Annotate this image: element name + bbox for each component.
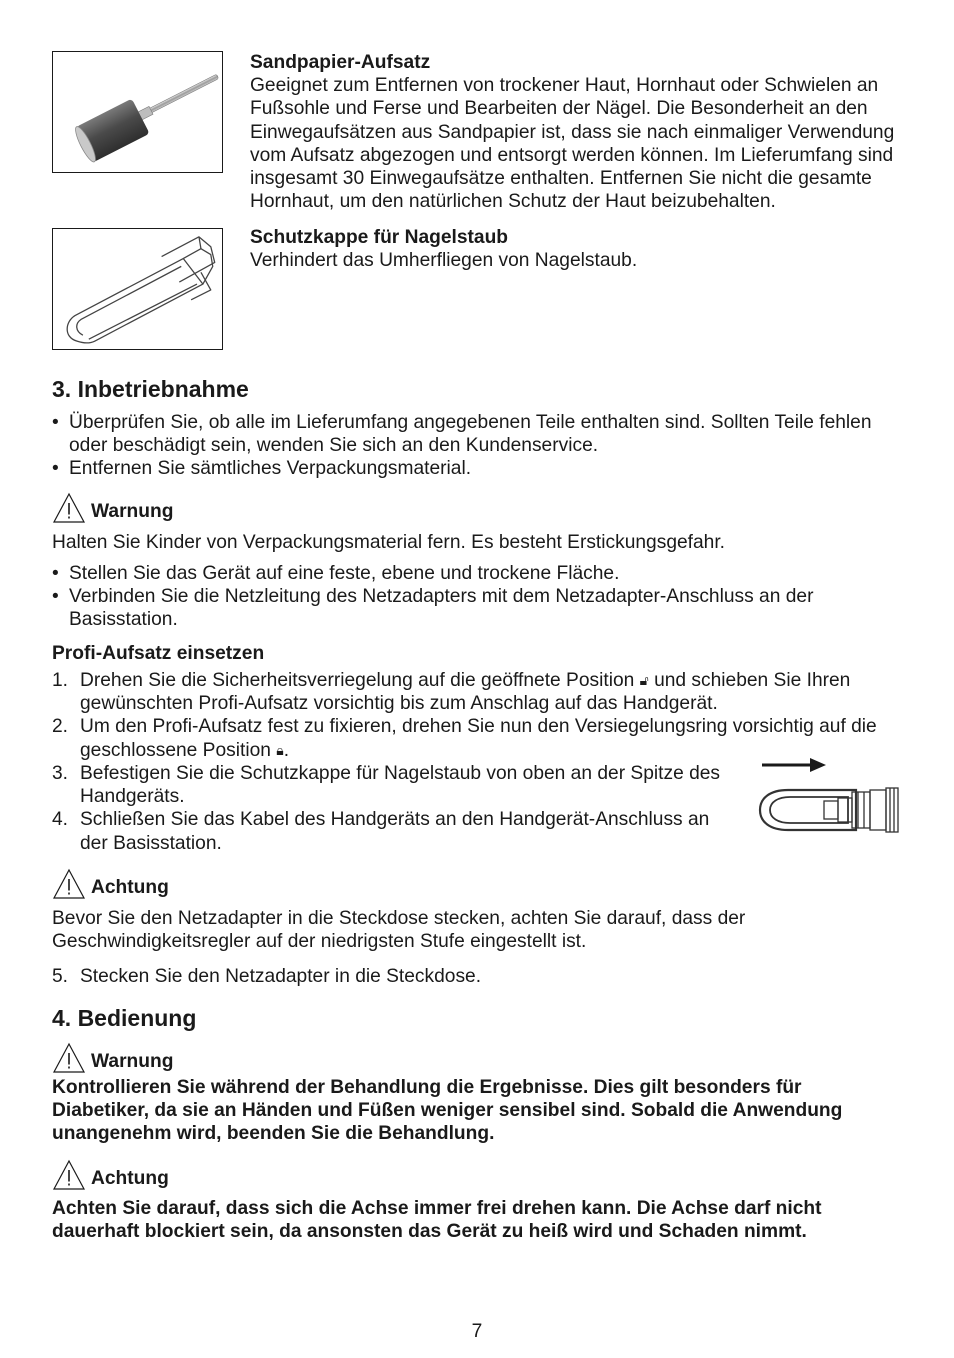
step-text: Befestigen Sie die Schutzkappe für Nagelstaub von oben an der Spitze des Handgeräts. <box>80 763 721 808</box>
list-item <box>52 762 742 808</box>
cap-attach-illustration <box>756 750 904 836</box>
page-number: 7 <box>471 1321 483 1342</box>
step-number: 3. <box>52 763 69 784</box>
list-item: • Verbinden Sie die Netzleitung des Netzadapters mit dem Netzadapter-Anschluss an der Basisstation. <box>52 585 902 631</box>
caution-label: Achtung <box>91 1168 169 1189</box>
attachment-subheading: Profi-Aufsatz einsetzen <box>52 643 265 664</box>
warning-triangle-icon <box>52 1159 86 1191</box>
step-text-before: Um den Profi-Aufsatz fest zu fixieren, drehen Sie nun den Versiegelungsring vorsichtig auf die geschlossene Position <box>80 716 877 761</box>
steps-1-2 <box>52 669 902 762</box>
step-text-after: . <box>283 739 290 761</box>
dust-cap-description: Verhindert das Umherfliegen von Nagelstaub. <box>250 250 638 272</box>
dust-cap-image <box>52 228 223 350</box>
warning-heading-1 <box>52 490 173 524</box>
warning-text-1: Halten Sie Kinder von Verpackungsmaterial fern. Es besteht Erstickungsgefahr. <box>52 532 725 553</box>
dust-cap-text <box>250 226 910 272</box>
caution-heading-1 <box>52 866 169 900</box>
list-item <box>52 965 902 988</box>
arrow-right-icon <box>762 758 826 772</box>
step-number: 2. <box>52 716 69 738</box>
dust-cap-title: Schutzkappe für Nagelstaub <box>250 227 509 248</box>
caution-text-1: Bevor Sie den Netzadapter in die Steckdose stecken, achten Sie darauf, dass der Geschwindigkeitsregler auf der niedrigsten Stufe eingestellt ist. <box>52 908 746 953</box>
warning-triangle-icon <box>52 1042 86 1074</box>
steps-3-4 <box>52 762 742 855</box>
caution-heading-2 <box>52 1157 169 1191</box>
step-number: 5. <box>52 966 69 987</box>
step-text-after: und schieben Sie Ihren gewünschten Profi-Aufsatz vorsichtig bis zum Anschlag auf das Handgerät. <box>80 670 851 715</box>
caution-text-2: Achten Sie darauf, dass sich die Achse immer frei drehen kann. Die Achse darf nicht dauerhaft blockiert sein, da ansonsten das Gerät zu heiß wird und Schaden nimmt. <box>52 1198 822 1243</box>
cap-attach-drawing <box>756 750 904 836</box>
step-text: Schließen Sie das Kabel des Handgeräts an den Handgerät-Anschluss an der Basisstation. <box>80 809 710 854</box>
warning-triangle-icon <box>52 492 86 524</box>
dust-cap-drawing <box>53 229 222 349</box>
sandpaper-attachment-description: Geeignet zum Entfernen von trockener Haut, Hornhaut oder Schwielen an Fußsohle und Ferse und Bearbeiten der Nägel. Die Besonderheit an den Einwegaufsätzen aus Sandpapier ist, dass sie nach einmaliger Verwendung vom Aufsatz abgezogen und entsorgt werden können. Im Lieferumfang sind insgesamt 30 Einwegaufsätze enthalten. Entfernen Sie nicht die gesamte Hornhaut, um den natürlichen Schutz der Haut beizubehalten. <box>250 75 895 213</box>
step-5 <box>52 965 902 988</box>
warning-label: Warnung <box>91 501 174 522</box>
list-item: • Überprüfen Sie, ob alle im Lieferumfang angegebenen Teile enthalten sind. Sollten Teile fehlen oder beschädigt sein, wenden Sie sich an den Kundenservice. <box>52 411 902 457</box>
list-item: • Stellen Sie das Gerät auf eine feste, ebene und trockene Fläche. <box>52 562 902 585</box>
list-item: • Entfernen Sie sämtliches Verpackungsmaterial. <box>52 457 902 480</box>
warning-label: Warnung <box>91 1051 174 1072</box>
list-item <box>52 808 742 854</box>
sandpaper-attachment-title: Sandpapier-Aufsatz <box>250 52 431 73</box>
section-3-heading: 3. Inbetriebnahme <box>52 376 249 402</box>
section-4-heading: 4. Bedienung <box>52 1005 197 1031</box>
warning-text-2: Kontrollieren Sie während der Behandlung die Ergebnisse. Dies gilt besonders für Diabetiker, da sie an Händen und Füßen weniger sensibel sind. Sobald die Anwendung unangenehm wird, beenden Sie die Behandlung. <box>52 1077 843 1145</box>
section-3-bullets <box>52 411 902 481</box>
step-text: Stecken Sie den Netzadapter in die Steckdose. <box>80 966 482 987</box>
sandpaper-attachment-drawing <box>53 52 222 172</box>
sandpaper-attachment-text <box>250 51 910 213</box>
warning-triangle-icon <box>52 868 86 900</box>
caution-label: Achtung <box>91 877 169 898</box>
step-number: 1. <box>52 670 69 691</box>
lock-icon: 🔒︎ <box>276 741 284 758</box>
list-item <box>52 669 902 715</box>
warning-heading-2 <box>52 1040 173 1074</box>
step-number: 4. <box>52 809 69 831</box>
step-text-before: Drehen Sie die Sicherheitsverriegelung auf die geöffnete Position <box>80 670 635 691</box>
sandpaper-attachment-image <box>52 51 223 173</box>
unlock-icon: 🔓︎ <box>639 672 649 688</box>
section-3-bullets-2 <box>52 562 902 632</box>
